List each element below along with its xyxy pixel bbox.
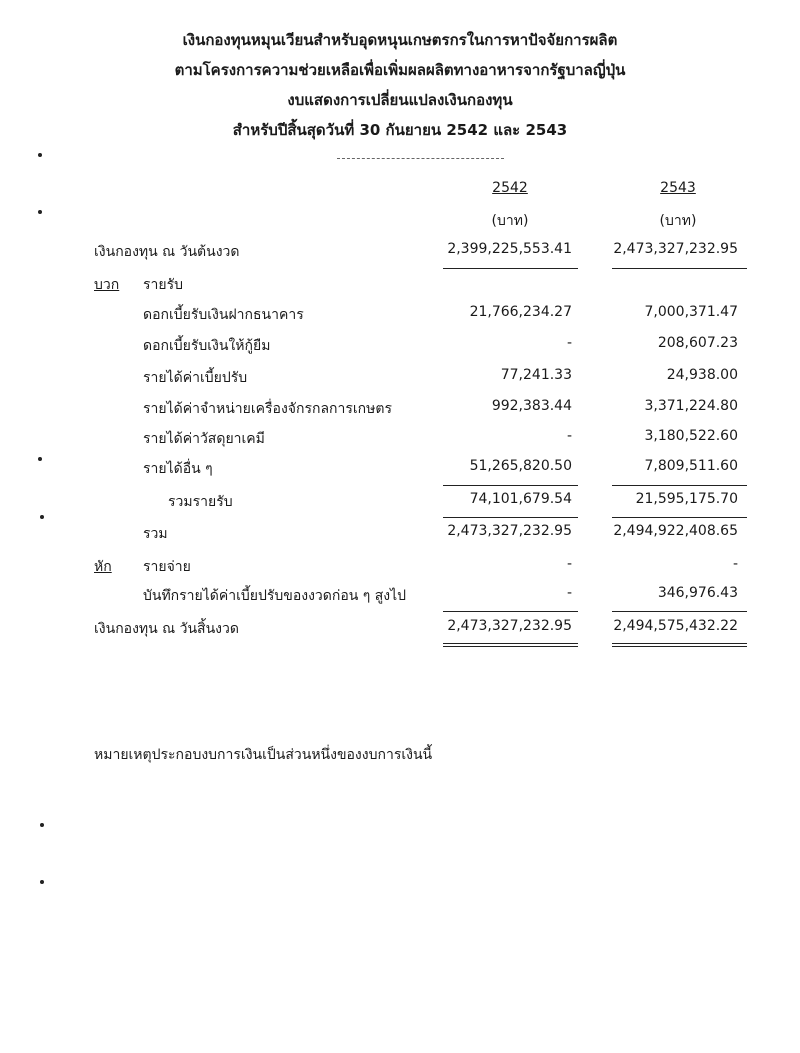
scan-dot xyxy=(40,515,44,519)
row-label: เงินกองทุน ณ วันสิ้นงวด xyxy=(94,621,239,637)
row-label: รายได้ค่าวัสดุยาเคมี xyxy=(143,431,265,447)
row-label: รายจ่าย xyxy=(143,559,191,575)
value-2542: - xyxy=(566,335,572,351)
value-2542: 2,473,327,232.95 xyxy=(447,523,572,539)
value-2543: 208,607.23 xyxy=(657,335,738,351)
value-2542: 77,241.33 xyxy=(500,367,572,383)
value-2543: 7,000,371.47 xyxy=(644,304,738,320)
row-prior-fines-adjustment xyxy=(0,585,800,605)
value-2543: 346,976.43 xyxy=(657,585,738,601)
value-2543: 2,494,922,408.65 xyxy=(613,523,738,539)
row-other-income xyxy=(0,458,800,478)
value-2543: 3,371,224.80 xyxy=(644,398,738,414)
value-2542: 21,766,234.27 xyxy=(469,304,572,320)
row-opening-balance xyxy=(0,241,800,261)
row-label: บันทึกรายได้ค่าเบี้ยปรับของงวดก่อน ๆ สูงไป xyxy=(143,588,407,604)
scan-dot xyxy=(40,823,44,827)
title-line-4: สำหรับปีสิ้นสุดวันที่ 30 กันยายน 2542 และ 2543 xyxy=(232,121,568,139)
row-chemicals-income xyxy=(0,428,800,448)
column-year-2542: 2542 xyxy=(492,180,528,196)
row-deposit-interest xyxy=(0,304,800,324)
row-label: รวม xyxy=(143,526,168,542)
row-label: ดอกเบี้ยรับเงินให้กู้ยืม xyxy=(143,338,271,354)
rule-line xyxy=(443,485,578,486)
rule-line xyxy=(443,268,578,269)
scan-dot xyxy=(40,880,44,884)
row-label: รวมรายรับ xyxy=(168,494,233,510)
row-label: รายรับ xyxy=(143,277,183,293)
value-2542: 74,101,679.54 xyxy=(469,491,572,507)
column-unit-2542: (บาท) xyxy=(491,213,529,229)
title-line-1: เงินกองทุนหมุนเวียนสำหรับอุดหนุนเกษตรกรในการหาปัจจัยการผลิต xyxy=(182,31,618,49)
value-2542: 2,399,225,553.41 xyxy=(447,241,572,257)
value-2543: 3,180,522.60 xyxy=(644,428,738,444)
row-label: รายได้ค่าจำหน่ายเครื่องจักรกลการเกษตร xyxy=(143,401,392,417)
rule-line xyxy=(612,485,747,486)
row-label: ดอกเบี้ยรับเงินฝากธนาคาร xyxy=(143,307,304,323)
value-2542: - xyxy=(566,556,572,572)
value-2543: 21,595,175.70 xyxy=(635,491,738,507)
title-line-2: ตามโครงการความช่วยเหลือเพื่อเพิ่มผลผลิตทางอาหารจากรัฐบาลญี่ปุ่น xyxy=(174,61,626,79)
rule-line xyxy=(443,517,578,518)
row-loan-interest xyxy=(0,335,800,355)
rule-line xyxy=(443,611,578,612)
row-fines-income xyxy=(0,367,800,387)
value-2543: 2,473,327,232.95 xyxy=(613,241,738,257)
value-2543: 2,494,575,432.22 xyxy=(613,618,738,634)
rule-line xyxy=(612,268,747,269)
add-prefix: บวก xyxy=(94,277,120,293)
row-machinery-sales xyxy=(0,398,800,418)
double-rule-line xyxy=(612,643,747,644)
rule-line xyxy=(612,611,747,612)
footnote: หมายเหตุประกอบงบการเงินเป็นส่วนหนึ่งของงบการเงินนี้ xyxy=(94,747,433,763)
double-rule-line xyxy=(612,646,747,647)
row-label: เงินกองทุน ณ วันต้นงวด xyxy=(94,244,240,260)
value-2543: 7,809,511.60 xyxy=(644,458,738,474)
value-2542: - xyxy=(566,585,572,601)
scan-dot xyxy=(38,210,42,214)
row-less-expense-header xyxy=(0,556,800,576)
row-label: รายได้ค่าเบี้ยปรับ xyxy=(143,370,248,386)
column-unit-2543: (บาท) xyxy=(659,213,697,229)
value-2542: 2,473,327,232.95 xyxy=(447,618,572,634)
less-prefix: หัก xyxy=(94,559,112,575)
double-rule-line xyxy=(443,646,578,647)
row-closing-balance xyxy=(0,618,800,638)
scan-dot xyxy=(38,153,42,157)
row-total xyxy=(0,523,800,543)
value-2542: 51,265,820.50 xyxy=(469,458,572,474)
value-2542: - xyxy=(566,428,572,444)
value-2542: 992,383.44 xyxy=(491,398,572,414)
title-separator xyxy=(337,158,504,159)
column-year-2543: 2543 xyxy=(660,180,696,196)
row-label: รายได้อื่น ๆ xyxy=(143,461,213,477)
double-rule-line xyxy=(443,643,578,644)
row-total-income xyxy=(0,491,800,511)
rule-line xyxy=(612,517,747,518)
title-line-3: งบแสดงการเปลี่ยนแปลงเงินกองทุน xyxy=(287,91,513,109)
value-2543: 24,938.00 xyxy=(666,367,738,383)
row-add-income-header xyxy=(0,274,800,294)
value-2543: - xyxy=(732,556,738,572)
